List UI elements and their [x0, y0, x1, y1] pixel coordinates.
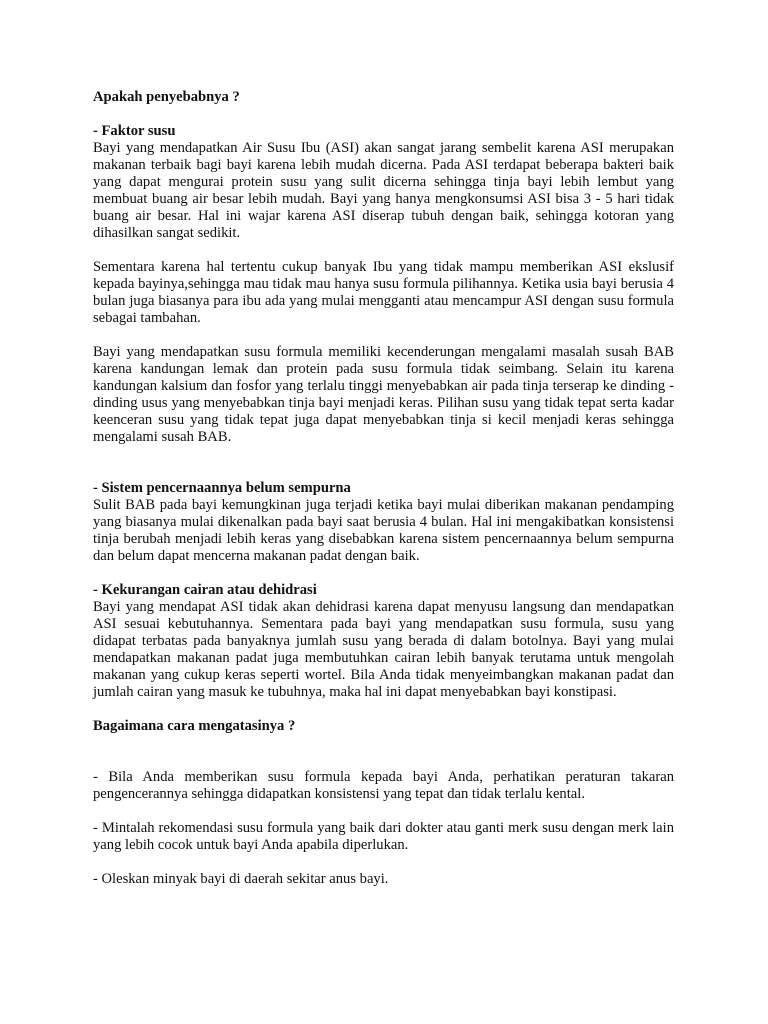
document-body [93, 89, 674, 888]
section-heading-digestive-system: - Sistem pencernaannya belum sempurna [93, 480, 351, 496]
paragraph: Bayi yang mendapat ASI tidak akan dehidrasi karena dapat menyusu langsung dan mendapatkan ASI sesuai kebutuhannya. Sementara pada bayi yang mendapatkan susu formula, susu yang didapat terbatas pada banyaknya jumlah susu yang berada di dalam botolnya. Bayi yang mulai mendapatkan makanan padat juga membutuhkan cairan lebih banyak terutama untuk mengolah makanan yang cukup keras seperti wortel. Bila Anda tidak menyeimbangkan makanan padat dan jumlah cairan yang masuk ke tubuhnya, maka hal ini dapat menyebabkan bayi konstipasi. [93, 599, 674, 700]
question-title-causes: Apakah penyebabnya ? [93, 89, 240, 105]
paragraph: Sementara karena hal tertentu cukup banyak Ibu yang tidak mampu memberikan ASI ekslusif kepada bayinya,sehingga mau tidak mau hanya susu formula pilihannya. Ketika usia bayi berusia 4 bulan juga biasanya para ibu ada yang mulai mengganti atau mencampur ASI dengan susu formula sebagai tambahan. [93, 259, 674, 326]
question-title-solutions: Bagaimana cara mengatasinya ? [93, 718, 296, 734]
section-heading-dehydration: - Kekurangan cairan atau dehidrasi [93, 582, 317, 598]
tip-item: - Mintalah rekomendasi susu formula yang baik dari dokter atau ganti merk susu dengan merk lain yang lebih cocok untuk bayi Anda apabila diperlukan. [93, 820, 674, 853]
tip-item: - Oleskan minyak bayi di daerah sekitar anus bayi. [93, 871, 389, 887]
section-heading-milk-factor: - Faktor susu [93, 123, 176, 139]
paragraph: Bayi yang mendapatkan Air Susu Ibu (ASI) akan sangat jarang sembelit karena ASI merupakan makanan terbaik bagi bayi karena lebih mudah dicerna. Pada ASI terdapat beberapa bakteri baik yang dapat mengurai protein susu yang sulit dicerna sehingga tinja bayi lebih lembut yang membuat buang air besar lebih mudah. Bayi yang hanya mengkonsumsi ASI bisa 3 - 5 hari tidak buang air besar. Hal ini wajar karena ASI diserap tubuh dengan baik, sehingga kotoran yang dihasilkan sangat sedikit. [93, 140, 674, 241]
paragraph: Sulit BAB pada bayi kemungkinan juga terjadi ketika bayi mulai diberikan makanan pendamping yang biasanya mulai dikenalkan pada bayi saat berusia 4 bulan. Hal ini mengakibatkan konsistensi tinja berubah menjadi lebih keras yang disebabkan karena sistem pencernaannya belum sempurna dan belum dapat mencerna makanan padat dengan baik. [93, 497, 674, 564]
tip-item: - Bila Anda memberikan susu formula kepada bayi Anda, perhatikan peraturan takaran pengencerannya sehingga didapatkan konsistensi yang tepat dan tidak terlalu kental. [93, 769, 674, 802]
paragraph: Bayi yang mendapatkan susu formula memiliki kecenderungan mengalami masalah susah BAB karena kandungan lemak dan protein pada susu formula tidak seimbang. Selain itu karena kandungan kalsium dan fosfor yang terlalu tinggi menyebabkan air pada tinja terserap ke dinding - dinding usus yang menyebabkan tinja bayi menjadi keras. Pilihan susu yang tidak tepat serta kadar keenceran susu yang tidak tepat juga dapat menyebabkan tinja si kecil menjadi keras sehingga mengalami susah BAB. [93, 344, 674, 445]
